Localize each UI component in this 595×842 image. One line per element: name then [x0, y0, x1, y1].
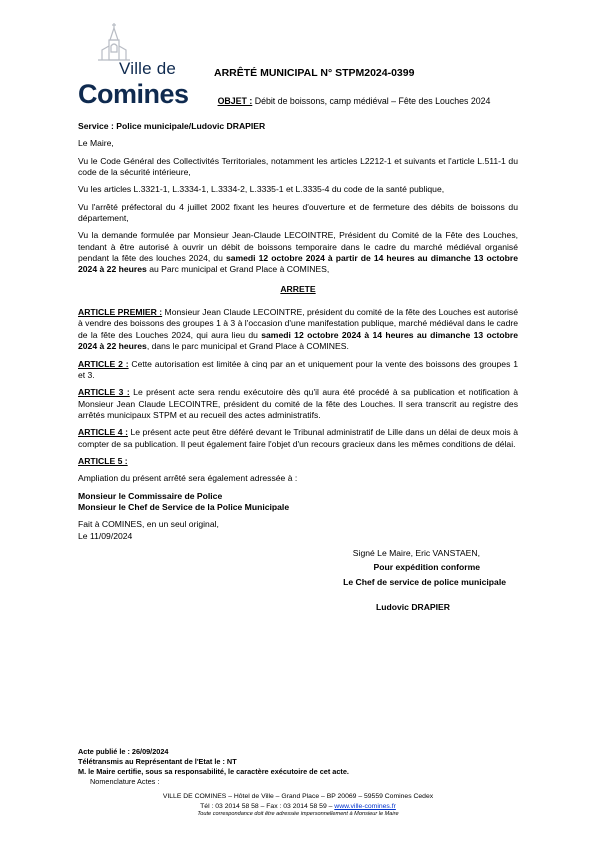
recipient-1: Monsieur le Commissaire de Police — [78, 490, 223, 501]
article-1-label: ARTICLE PREMIER : — [78, 307, 163, 318]
footer-tel: Tél : 03 2014 58 58 – Fax : 03 2014 58 59 – — [200, 802, 335, 810]
article-3-text: Le présent acte sera rendu exécutoire dès qu'il aura été procédé à sa publication et notification à Monsieur Jean Claude LECOINTRE, président du comité de la fête des Louches. Il sera transcrit au registre des arrêtés municipaux STPM et au recueil des actes administratifs. — [78, 387, 518, 420]
document-title: ARRÊTÉ MUNICIPAL N° STPM2024-0399 — [214, 67, 415, 79]
vu4-dates: samedi 12 octobre 2024 à partir de 14 heures au dimanche 13 octobre 2024 à 22 heures — [78, 253, 518, 275]
vu4-text-c: au Parc municipal et Grand Place à COMINES, — [146, 264, 330, 275]
vu-paragraph-1: Vu le Code Général des Collectivités Territoriales, notamment les articles L2212-1 et suivants et l'article L.511-1 du code de la sécurité intérieure, — [78, 155, 518, 178]
article-3 — [78, 387, 518, 421]
article-4 — [78, 427, 518, 450]
footer-correspondence: Toute correspondance doit être adressée impersonnellement à Monsieur le Maire — [197, 810, 399, 817]
city-logo — [78, 22, 196, 108]
footer-certification: M. le Maire certifie, sous sa responsabilité, le caractère exécutoire de cet acte. — [78, 766, 349, 776]
arrete-heading: ARRETE — [280, 283, 316, 294]
logo-text-comines: Comines — [78, 79, 189, 109]
article-5 — [78, 456, 518, 467]
footer-published: Acte publié le : 26/09/2024 — [78, 747, 169, 756]
logo-text-ville-de: Ville de — [119, 59, 177, 78]
signature-line-1: Signé Le Maire, Eric VANSTAEN, — [352, 547, 480, 558]
article-4-label: ARTICLE 4 : — [78, 427, 128, 438]
maire-line: Le Maire, — [78, 138, 114, 149]
article-1 — [78, 307, 518, 352]
footer-address: VILLE DE COMINES – Hôtel de Ville – Grand Place – BP 20069 – 59559 Comines Cedex — [162, 793, 434, 801]
signature-line-3: Le Chef de service de police municipale — [343, 576, 506, 587]
vu-paragraph-4 — [78, 230, 518, 275]
subject-line — [188, 96, 520, 108]
article-1-dates: samedi 12 octobre 2024 à 14 heures au dimanche 13 octobre 2024 à 22 heures — [78, 329, 518, 352]
vu-paragraph-3: Vu l'arrêté préfectoral du 4 juillet 2002 fixant les heures d'ouverture et de fermeture des débits de boissons du département, — [78, 201, 518, 224]
article-3-label: ARTICLE 3 : — [78, 387, 130, 398]
subject-label: OBJET : — [217, 96, 253, 106]
signature-line-2: Pour expédition conforme — [373, 562, 480, 573]
article-1-text-a: Monsieur Jean Claude LECOINTRE, président du comité de la fête des Louches est autorisé à vendre des boissons des groupes 1 à 3 à l'occasion d'une manifestation publique, marché médiéval dans le cadre de la fête des Louches 2024, qui aura lieu du — [78, 307, 519, 340]
footer-contact — [78, 802, 518, 811]
recipient-2: Monsieur le Chef de Service de la Police Municipale — [78, 501, 290, 512]
vu4-text-a: Vu la demande formulée par Monsieur Jean-Claude LECOINTRE, Président du Comité de la Fête des Louches, tendant à être autorisé à ouvrir un débit de boissons temporaire dans le cadre du marché médiéval organisé pendant la fête des louches 2024, du — [78, 230, 518, 264]
signature-name: Ludovic DRAPIER — [375, 602, 450, 612]
article-2-label: ARTICLE 2 : — [78, 358, 129, 369]
footer-transmitted: Télétransmis au Représentant de l'Etat le : NT — [78, 756, 237, 766]
subject-text: Débit de boissons, camp médiéval – Fête des Louches 2024 — [254, 96, 491, 106]
document-body — [78, 121, 518, 613]
article-2-text: Cette autorisation est limitée à cinq par an et uniquement pour la vente des boissons des groupes 1 et 3. — [78, 358, 518, 380]
fait-line: Fait à COMINES, en un seul original, — [78, 519, 219, 530]
vu-paragraph-2: Vu les articles L.3321-1, L.3334-1, L.3334-2, L.3335-1 et L.3335-4 du code de la santé publique, — [78, 184, 445, 195]
article-2 — [78, 359, 518, 382]
ampliation-line: Ampliation du présent arrêté sera également adressée à : — [78, 473, 298, 484]
document-footer — [78, 747, 518, 818]
article-5-label: ARTICLE 5 : — [78, 455, 128, 466]
website-link[interactable]: www.ville-comines.fr — [334, 802, 396, 810]
service-line: Service : Police municipale/Ludovic DRAPIER — [78, 121, 266, 131]
footer-nomenclature: Nomenclature Actes : — [90, 776, 160, 786]
date-line: Le 11/09/2024 — [78, 530, 133, 541]
article-1-text-c: , dans le parc municipal et Grand Place à COMINES. — [146, 341, 349, 352]
article-4-text: Le présent acte peut être déféré devant le Tribunal administratif de Lille dans un délai de deux mois à compter de sa publication. Il peut également faire l'objet d'un recours gracieux dans les mêmes conditions de délai. — [78, 427, 519, 449]
